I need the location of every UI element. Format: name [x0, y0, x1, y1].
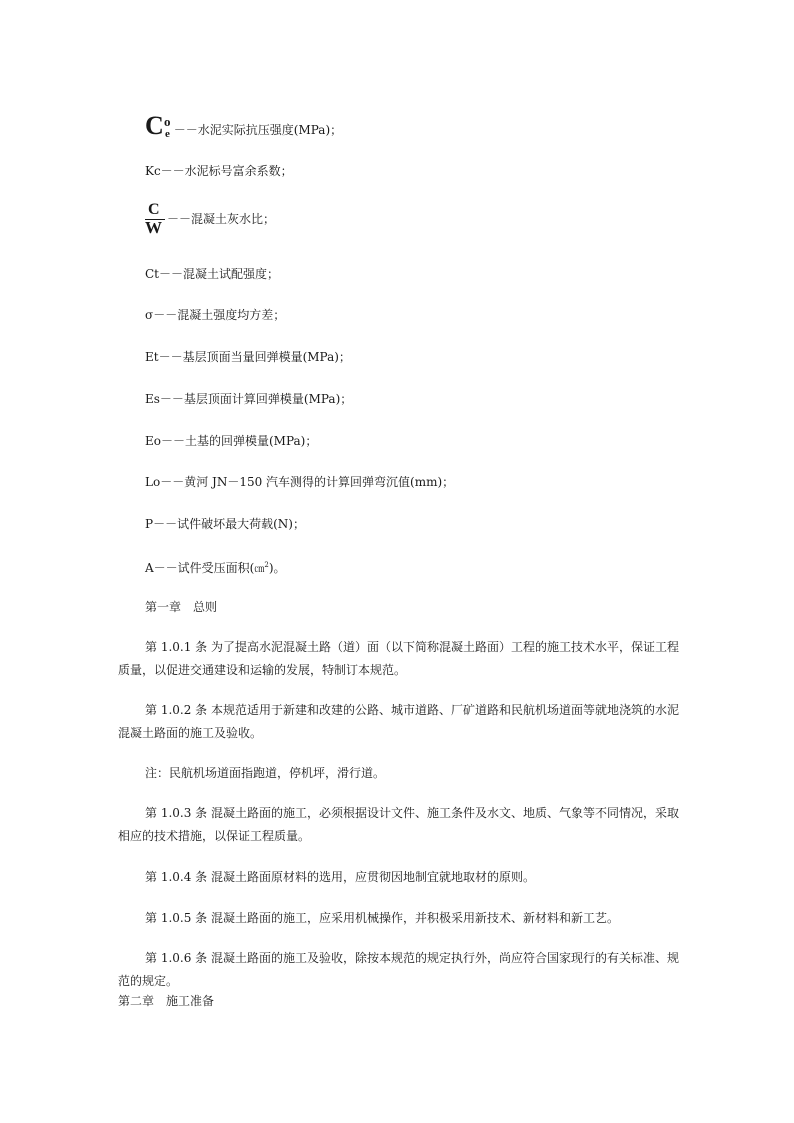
cement-water-fraction: $\frac{C}{W}$ [145, 202, 167, 236]
definition-cement-strength [145, 111, 343, 140]
definition-a: A－－试件受压面积(㎝$^2$)。 [145, 561, 286, 575]
area-unit: ㎝ [254, 564, 265, 575]
clause-1-0-3: 第 1.0.3 条 混凝土路面的施工，必须根据设计文件、施工条件及水文、地质、气象等不同情况，采取相应的技术措施，以保证工程质量。 [118, 806, 679, 843]
note-airport: 注：民航机场道面指跑道，停机坪，滑行道。 [145, 766, 386, 780]
definition-ct: Ct－－混凝土试配强度； [145, 267, 280, 281]
definition-text: －－水泥实际抗压强度(MPa)； [173, 123, 343, 137]
definition-es: Es－－基层顶面计算回弹模量(MPa)； [145, 392, 353, 406]
definition-eo: Eo－－土基的回弹模量(MPa)； [145, 434, 318, 448]
clause-1-0-5: 第 1.0.5 条 混凝土路面的施工，应采用机械操作，并积极采用新技术、新材料和新工艺。 [145, 911, 619, 925]
definition-text: －－混凝土灰水比； [167, 212, 276, 226]
definition-water-cement [145, 202, 275, 236]
clause-1-0-4: 第 1.0.4 条 混凝土路面原材料的选用，应贯彻因地制宜就地取材的原则。 [145, 870, 535, 884]
cement-strength-symbol: C o e [145, 111, 171, 140]
clause-1-0-1: 第 1.0.1 条 为了提高水泥混凝土路（道）面（以下简称混凝土路面）工程的施工技术水平，保证工程质量，以促进交通建设和运输的发展，特制订本规范。 [118, 640, 679, 677]
definition-et: Et－－基层顶面当量回弹模量(MPa)； [145, 350, 351, 364]
definition-sigma: σ－－混凝土强度均方差； [145, 308, 286, 322]
definition-kc: Kc－－水泥标号富余系数； [145, 164, 293, 178]
clause-1-0-6: 第 1.0.6 条 混凝土路面的施工及验收，除按本规范的规定执行外，尚应符合国家现行的有关标准、规范的规定。 [118, 951, 679, 988]
chapter-1-title: 第一章 总则 [145, 600, 218, 614]
definition-p: P－－试件破坏最大荷载(N)； [145, 517, 305, 531]
clause-1-0-2: 第 1.0.2 条 本规范适用于新建和改建的公路、城市道路、厂矿道路和民航机场道面等就地浇筑的水泥混凝土路面的施工及验收。 [118, 703, 679, 740]
chapter-2-title: 第二章 施工准备 [118, 994, 215, 1008]
definition-lo: Lo－－黄河 JN－150 汽车测得的计算回弹弯沉值(mm)； [145, 475, 455, 489]
